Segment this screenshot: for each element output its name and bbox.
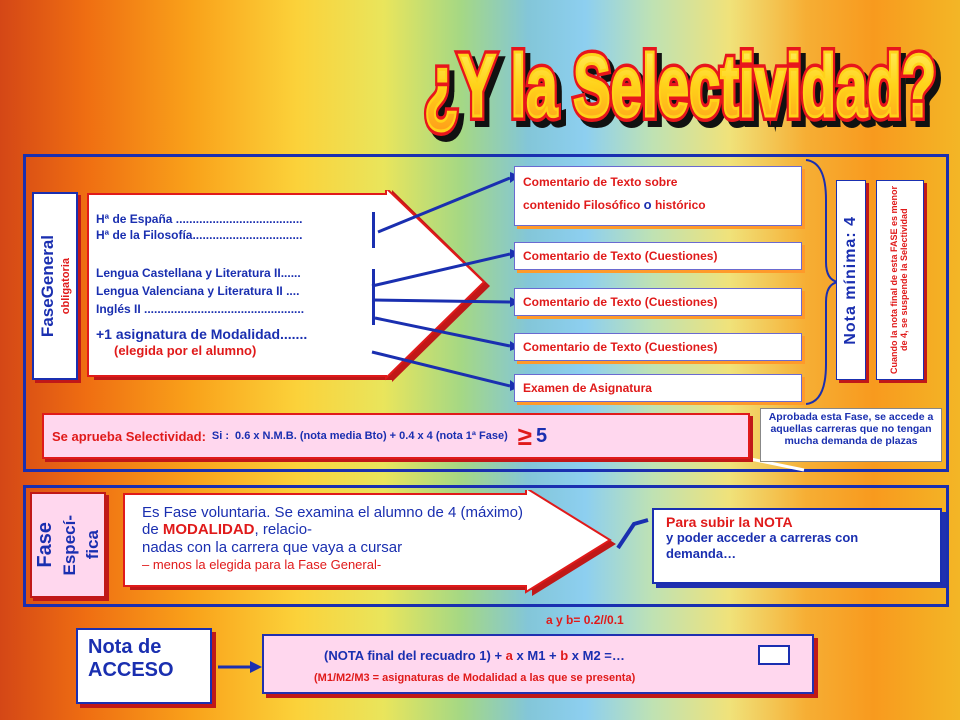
modalidad-sub: (elegida por el alumno) bbox=[114, 343, 257, 358]
formula-part: x M1 + bbox=[512, 648, 561, 663]
svg-text:¿Y la Selectividad?: ¿Y la Selectividad? bbox=[429, 42, 941, 141]
exam-line: Comentario de Texto (Cuestiones) bbox=[523, 295, 718, 309]
nota-minima-note: Cuando la nota final de esta FASE es menor de 4, se suspende la Selectividad bbox=[889, 185, 909, 375]
subject-item: Lengua Castellana y Literatura II...... bbox=[96, 266, 301, 280]
exam-box-4 bbox=[514, 333, 802, 361]
exam-o: o bbox=[643, 197, 652, 213]
exam-line bbox=[523, 197, 793, 213]
fe-text: , relacio- bbox=[254, 521, 313, 539]
subir-nota-box bbox=[652, 508, 942, 584]
ab-values: a y b= 0.2//0.1 bbox=[546, 613, 624, 627]
nota-acceso-box bbox=[76, 628, 212, 704]
formula-part: x M2 =… bbox=[568, 648, 625, 663]
exam-line: Examen de Asignatura bbox=[523, 381, 652, 395]
fe-text: – menos la elegida para la Fase General- bbox=[142, 556, 382, 572]
aprueba-lead: Se aprueba Selectividad: bbox=[52, 428, 206, 444]
exam-text: contenido Filosófico bbox=[523, 198, 644, 213]
formula-part: (NOTA final del recuadro 1) + bbox=[324, 648, 506, 663]
exam-box-5 bbox=[514, 374, 802, 402]
nota-acceso-note: (M1/M2/M3 = asignaturas de Modalidad a las que se presenta) bbox=[314, 672, 636, 684]
nota-minima-note-box bbox=[876, 180, 924, 380]
aprueba-ge: ≥ bbox=[517, 420, 533, 451]
subject-item: Hª de España ...................................... bbox=[96, 212, 303, 226]
nota-acceso-formula-box bbox=[262, 634, 814, 694]
svg-text:¿Y la Selectividad?: ¿Y la Selectividad? bbox=[424, 36, 936, 135]
result-box bbox=[758, 645, 790, 665]
exam-box-2 bbox=[514, 242, 802, 270]
aprueba-bar bbox=[42, 413, 750, 459]
subject-item: Hª de la Filosofía................................. bbox=[96, 228, 303, 242]
fe-text: nadas con la carrera que vaya a cursar bbox=[142, 538, 403, 556]
fe-modalidad: MODALIDAD bbox=[162, 521, 255, 539]
fase-general-label: FaseGeneral bbox=[38, 234, 57, 338]
subir-nota-title: Para subir la NOTA bbox=[666, 514, 793, 530]
nota-minima-box bbox=[836, 180, 866, 380]
svg-text:¿Y la Selectividad?: ¿Y la Selectividad? bbox=[424, 36, 936, 135]
subir-nota-text: y poder acceder a carreras con demanda… bbox=[666, 530, 859, 562]
fase-especifica-label: Especí- bbox=[59, 514, 79, 576]
aprueba-five: 5 bbox=[536, 424, 548, 447]
aprueba-si: Si : bbox=[211, 430, 230, 442]
nota-minima: Nota mínima: 4 bbox=[842, 215, 859, 345]
fase-especifica-text bbox=[142, 504, 527, 573]
nota-acceso-label: Nota de bbox=[88, 636, 162, 658]
fase-general-sublabel: obligatoria bbox=[60, 257, 72, 315]
aprueba-formula: 0.6 x N.M.B. (nota media Bto) + 0.4 x 4 (nota 1ª Fase) bbox=[235, 430, 508, 442]
subject-item: Inglés II ................................................ bbox=[96, 302, 305, 316]
exam-line: Comentario de Texto (Cuestiones) bbox=[523, 340, 718, 354]
exam-box-3 bbox=[514, 288, 802, 316]
fase-especifica-label-box bbox=[30, 492, 106, 598]
formula-b: b bbox=[560, 648, 569, 663]
fase-especifica-label: Fase bbox=[33, 522, 56, 568]
modalidad-line: +1 asignatura de Modalidad....... bbox=[96, 326, 308, 342]
exam-box-1 bbox=[514, 166, 802, 226]
fe-text: Es Fase voluntaria. Se examina el alumno de 4 (máximo) de bbox=[142, 504, 524, 539]
nota-acceso-label: ACCESO bbox=[88, 659, 174, 681]
exam-line: Comentario de Texto sobre bbox=[523, 175, 678, 189]
fase-especifica-label: fica bbox=[82, 530, 102, 560]
subject-item: Lengua Valenciana y Literatura II .... bbox=[96, 284, 300, 298]
exam-text: histórico bbox=[651, 198, 706, 213]
exam-line: Comentario de Texto (Cuestiones) bbox=[523, 249, 718, 263]
aprobada-note: Aprobada esta Fase, se accede a aquellas carreras que no tengan mucha demanda de plazas bbox=[760, 408, 942, 462]
nota-acceso-formula bbox=[324, 648, 625, 663]
formula-a: a bbox=[505, 648, 513, 663]
